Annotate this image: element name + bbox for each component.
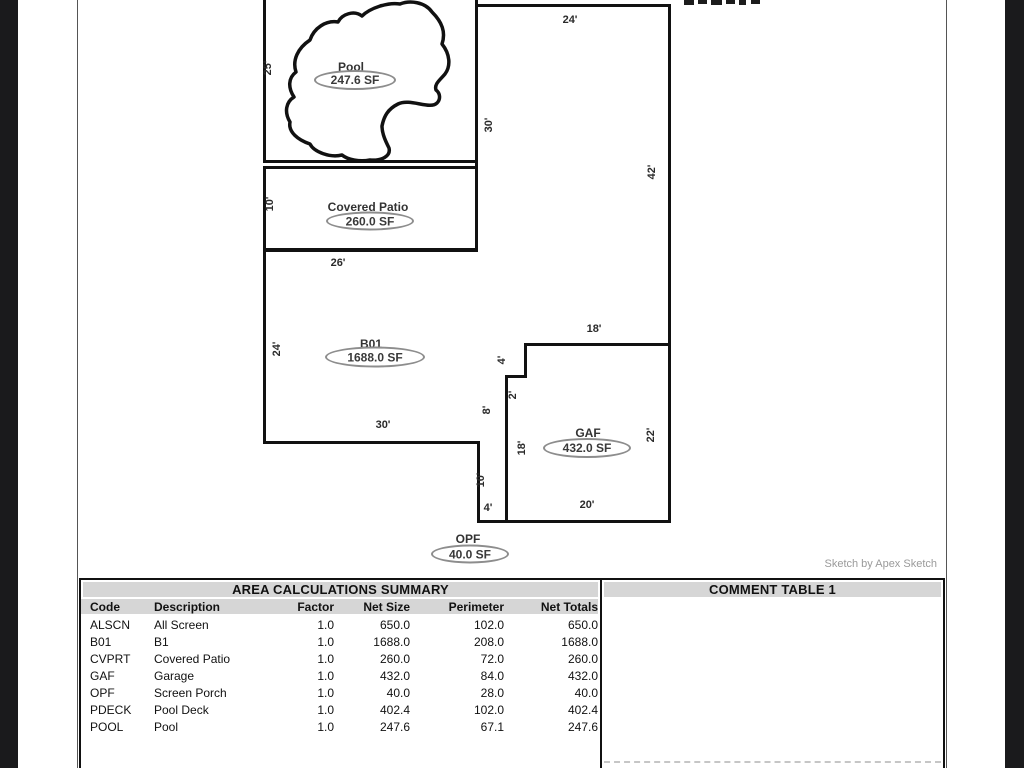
- summary-table-header: [81, 599, 598, 614]
- gaf-label: GAF: [575, 426, 601, 440]
- cell-net-totals: 402.4: [567, 702, 598, 717]
- dim-screen-right: 42': [646, 164, 658, 180]
- pool-label: Pool: [338, 60, 364, 74]
- dim-gaf-top: 18': [586, 323, 602, 335]
- cell-perimeter: 208.0: [473, 634, 504, 649]
- dim-screen-top: 24': [562, 14, 578, 26]
- cell-factor: 1.0: [317, 719, 334, 734]
- apex-sketch-watermark: Sketch by Apex Sketch: [824, 558, 937, 570]
- cell-perimeter: 102.0: [473, 617, 504, 632]
- tables-divider: [600, 578, 602, 768]
- dim-b01-left: 24': [271, 341, 283, 357]
- dim-opf-left: 10': [475, 472, 487, 488]
- table-row: [81, 650, 598, 667]
- comment-table-title: COMMENT TABLE 1: [604, 582, 941, 597]
- cell-net-totals: 260.0: [567, 651, 598, 666]
- cell-description: Screen Porch: [154, 685, 227, 700]
- b01-label: B01: [359, 337, 383, 351]
- cell-net-size: 402.4: [379, 702, 410, 717]
- dim-gaf-left: 18': [516, 440, 528, 456]
- cell-code: ALSCN: [90, 617, 131, 632]
- col-net-size: Net Size: [363, 599, 410, 614]
- dim-pool-deck-left: 25': [262, 60, 274, 76]
- page-left-edge: [77, 0, 78, 768]
- cell-description: B1: [154, 634, 169, 649]
- dim-step-8: 8': [481, 405, 493, 415]
- pool-sf-ellipse: 247.6 SF: [314, 70, 396, 90]
- cell-net-totals: 247.6: [567, 719, 598, 734]
- col-perimeter: Perimeter: [448, 599, 504, 614]
- col-factor: Factor: [297, 599, 334, 614]
- right-outer-wall: [668, 4, 671, 523]
- cell-net-totals: 40.0: [574, 685, 598, 700]
- cell-perimeter: 67.1: [480, 719, 504, 734]
- cell-code: CVPRT: [90, 651, 131, 666]
- covered-patio-sf-ellipse: 260.0 SF: [326, 212, 414, 231]
- cell-net-size: 260.0: [379, 651, 410, 666]
- cell-factor: 1.0: [317, 617, 334, 632]
- page-right-edge: [946, 0, 947, 768]
- covered-patio-label: Covered Patio: [327, 200, 409, 214]
- dim-screen-left: 30': [483, 117, 495, 133]
- b01-left-wall: [263, 249, 266, 444]
- table-row: [81, 633, 598, 650]
- table-row: [81, 684, 598, 701]
- cell-description: Pool: [154, 719, 179, 734]
- opf-sf-ellipse: 40.0 SF: [431, 545, 509, 564]
- cell-net-totals: 650.0: [567, 617, 598, 632]
- cell-factor: 1.0: [317, 634, 334, 649]
- cell-code: B01: [90, 634, 112, 649]
- dim-patio-left: 10': [264, 196, 276, 212]
- cell-code: GAF: [90, 668, 115, 683]
- screen-top-wall: [475, 4, 671, 7]
- dim-step-4: 4': [496, 355, 508, 365]
- cell-perimeter: 84.0: [480, 668, 504, 683]
- dim-b01-top: 26': [330, 257, 346, 269]
- cell-code: OPF: [90, 685, 115, 700]
- dim-gaf-bottom: 20': [579, 499, 595, 511]
- col-code: Code: [90, 599, 120, 614]
- tables-right-border: [943, 578, 945, 768]
- cell-description: Pool Deck: [154, 702, 209, 717]
- dim-gaf-right: 22': [645, 427, 657, 443]
- left-margin-bar: [0, 0, 18, 768]
- cell-factor: 1.0: [317, 651, 334, 666]
- cell-perimeter: 28.0: [480, 685, 504, 700]
- cell-perimeter: 72.0: [480, 651, 504, 666]
- gaf-top-wall: [524, 343, 671, 346]
- col-net-totals: Net Totals: [540, 599, 598, 614]
- table-row: [81, 667, 598, 684]
- tables-top-border: [79, 578, 945, 580]
- cell-description: Garage: [154, 668, 195, 683]
- cell-net-size: 432.0: [379, 668, 410, 683]
- b01-sf-ellipse: 1688.0 SF: [325, 347, 425, 368]
- cell-net-totals: 432.0: [567, 668, 598, 683]
- cell-description: All Screen: [154, 617, 209, 632]
- comment-table-faint-line: [604, 761, 941, 763]
- pool-deck-right-wall: [475, 0, 478, 170]
- cell-factor: 1.0: [317, 702, 334, 717]
- gaf-sf-ellipse: 432.0 SF: [543, 438, 631, 458]
- right-margin-bar: [1005, 0, 1024, 768]
- cell-net-size: 1688.0: [373, 634, 410, 649]
- dim-b01-bottom: 30': [375, 419, 391, 431]
- col-description: Description: [154, 599, 221, 614]
- cell-net-size: 650.0: [379, 617, 410, 632]
- cell-net-size: 247.6: [379, 719, 410, 734]
- dim-opf-bottom: 4': [483, 502, 493, 514]
- cell-code: PDECK: [90, 702, 132, 717]
- cell-perimeter: 102.0: [473, 702, 504, 717]
- b01-bottom-wall: [263, 441, 480, 444]
- table-row: [81, 718, 598, 735]
- cell-net-size: 40.0: [386, 685, 410, 700]
- pool-deck-left-wall: [263, 0, 266, 163]
- step-vertical-wall: [524, 343, 527, 378]
- summary-table-title: AREA CALCULATIONS SUMMARY: [83, 582, 598, 597]
- cell-factor: 1.0: [317, 668, 334, 683]
- table-row: [81, 616, 598, 633]
- cell-net-totals: 1688.0: [561, 634, 598, 649]
- table-row: [81, 701, 598, 718]
- dim-step-2: 2': [507, 390, 519, 400]
- opf-label: OPF: [455, 532, 481, 546]
- cell-description: Covered Patio: [154, 651, 231, 666]
- cell-code: POOL: [90, 719, 124, 734]
- cell-factor: 1.0: [317, 685, 334, 700]
